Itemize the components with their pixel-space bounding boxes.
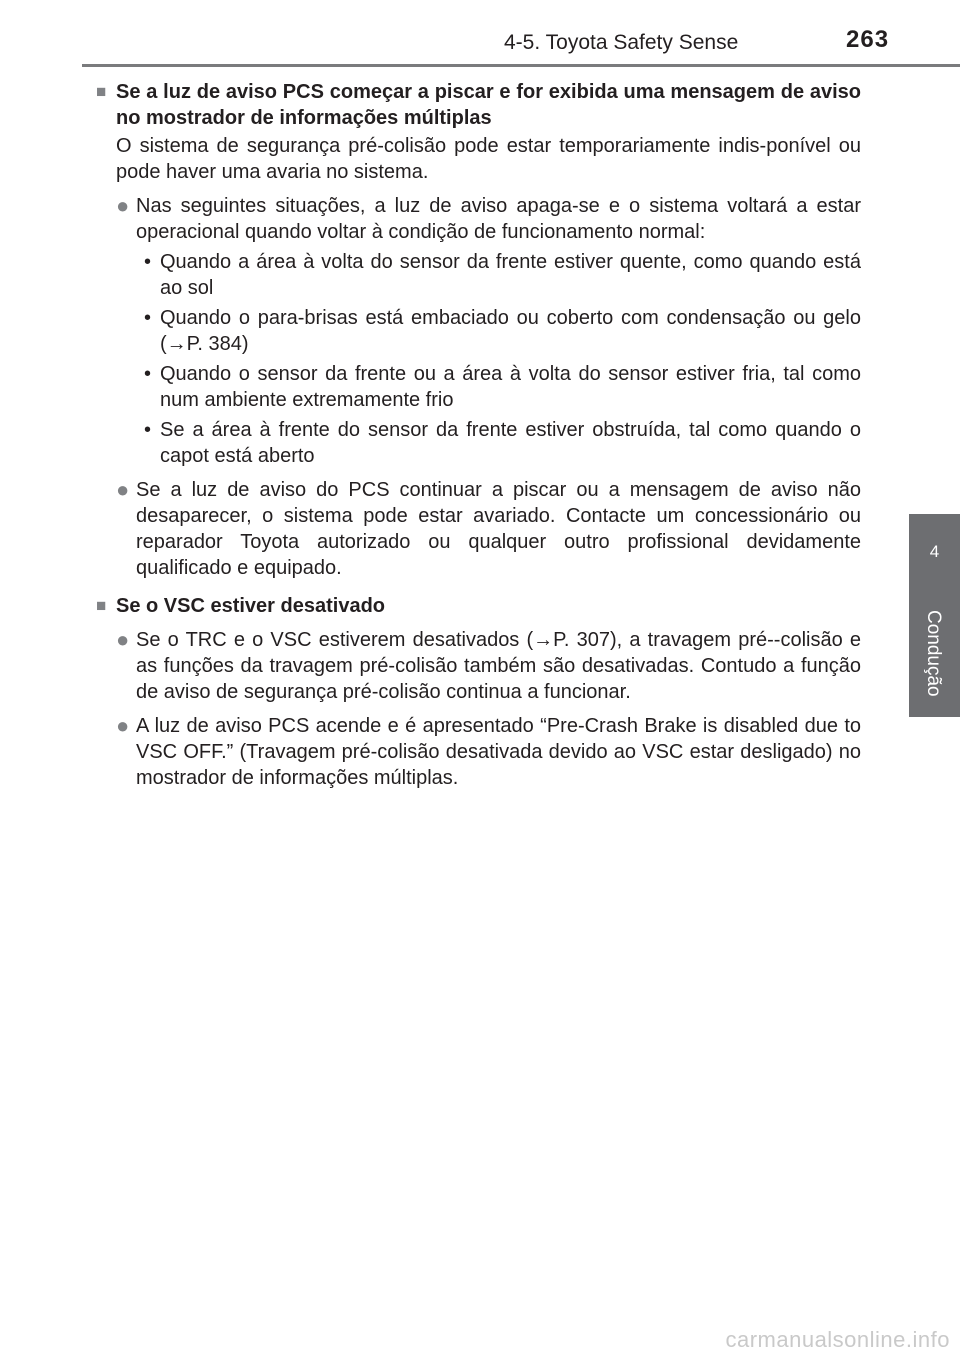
small-bullet-icon: • xyxy=(144,419,152,441)
small-bullet-icon: • xyxy=(144,251,152,273)
list-item xyxy=(116,713,861,791)
section-paragraph: O sistema de segurança pré-colisão pode estar temporariamente indis-ponível ou pode haver uma avaria no sistema. xyxy=(116,135,861,183)
chapter-tab-number: 4 xyxy=(929,542,940,561)
list-item xyxy=(116,477,861,581)
section-pcs-warning xyxy=(96,79,861,581)
watermark-text: carmanualsonline.info xyxy=(725,1327,950,1352)
sub-list-item xyxy=(144,305,861,357)
small-bullet-icon: • xyxy=(144,307,152,329)
list-item-text: Se o TRC e o VSC estiverem desativados (→P. 307), a travagem pré--colisão e as funções da travagem pré-colisão também são desativadas. Contudo a função de aviso de segurança pré-colisão continua a funcionar. xyxy=(136,629,861,703)
list-item-text: A luz de aviso PCS acende e é apresentado “Pre-Crash Brake is disabled due to VSC OFF.” (Travagem pré-colisão desativada devido ao VSC estar desligado) no mostrador de informações múltiplas. xyxy=(136,715,861,789)
list-item xyxy=(116,627,861,705)
section-heading xyxy=(96,79,861,131)
chapter-tab xyxy=(909,514,960,717)
sub-list-item-text: Quando a área à volta do sensor da frente estiver quente, como quando está ao sol xyxy=(160,251,861,299)
running-header-section: 4-5. Toyota Safety Sense xyxy=(504,31,739,54)
section-heading-text: Se a luz de aviso PCS começar a piscar e for exibida uma mensagem de aviso no mostrador de informações múltiplas xyxy=(116,81,861,129)
section-vsc-off xyxy=(96,593,861,791)
section-heading xyxy=(96,593,861,619)
sub-list-item xyxy=(144,249,861,301)
sub-list-item-text: Se a área à frente do sensor da frente estiver obstruída, tal como quando o capot está aberto xyxy=(160,419,861,467)
sub-list-item xyxy=(144,417,861,469)
chapter-tab-label: Condução xyxy=(923,610,944,697)
header-divider xyxy=(82,64,960,67)
list-item-text: Nas seguintes situações, a luz de aviso apaga-se e o sistema voltará a estar operacional quando voltar à condição de funcionamento normal: xyxy=(136,195,861,243)
circle-bullet-icon: ● xyxy=(116,193,130,218)
square-bullet-icon: ■ xyxy=(96,596,107,615)
circle-bullet-icon: ● xyxy=(116,477,130,502)
section-heading-text: Se o VSC estiver desativado xyxy=(116,595,386,617)
circle-bullet-icon: ● xyxy=(116,627,130,652)
page-content xyxy=(96,79,861,798)
small-bullet-icon: • xyxy=(144,363,152,385)
circle-bullet-icon: ● xyxy=(116,713,130,738)
sub-list-item-text: Quando o sensor da frente ou a área à volta do sensor estiver fria, tal como num ambiente extremamente frio xyxy=(160,363,861,411)
sub-list-item-text: Quando o para-brisas está embaciado ou coberto com condensação ou gelo (→P. 384) xyxy=(160,307,861,355)
page-number: 263 xyxy=(846,26,890,53)
sub-list xyxy=(96,249,861,469)
square-bullet-icon: ■ xyxy=(96,82,107,101)
list-item xyxy=(116,193,861,245)
sub-list-item xyxy=(144,361,861,413)
list-item-text: Se a luz de aviso do PCS continuar a piscar ou a mensagem de aviso não desaparecer, o sistema pode estar avariado. Contacte um concessionário ou reparador Toyota autorizado ou qualquer outro profissional devidamente qualificado e equipado. xyxy=(136,479,861,579)
